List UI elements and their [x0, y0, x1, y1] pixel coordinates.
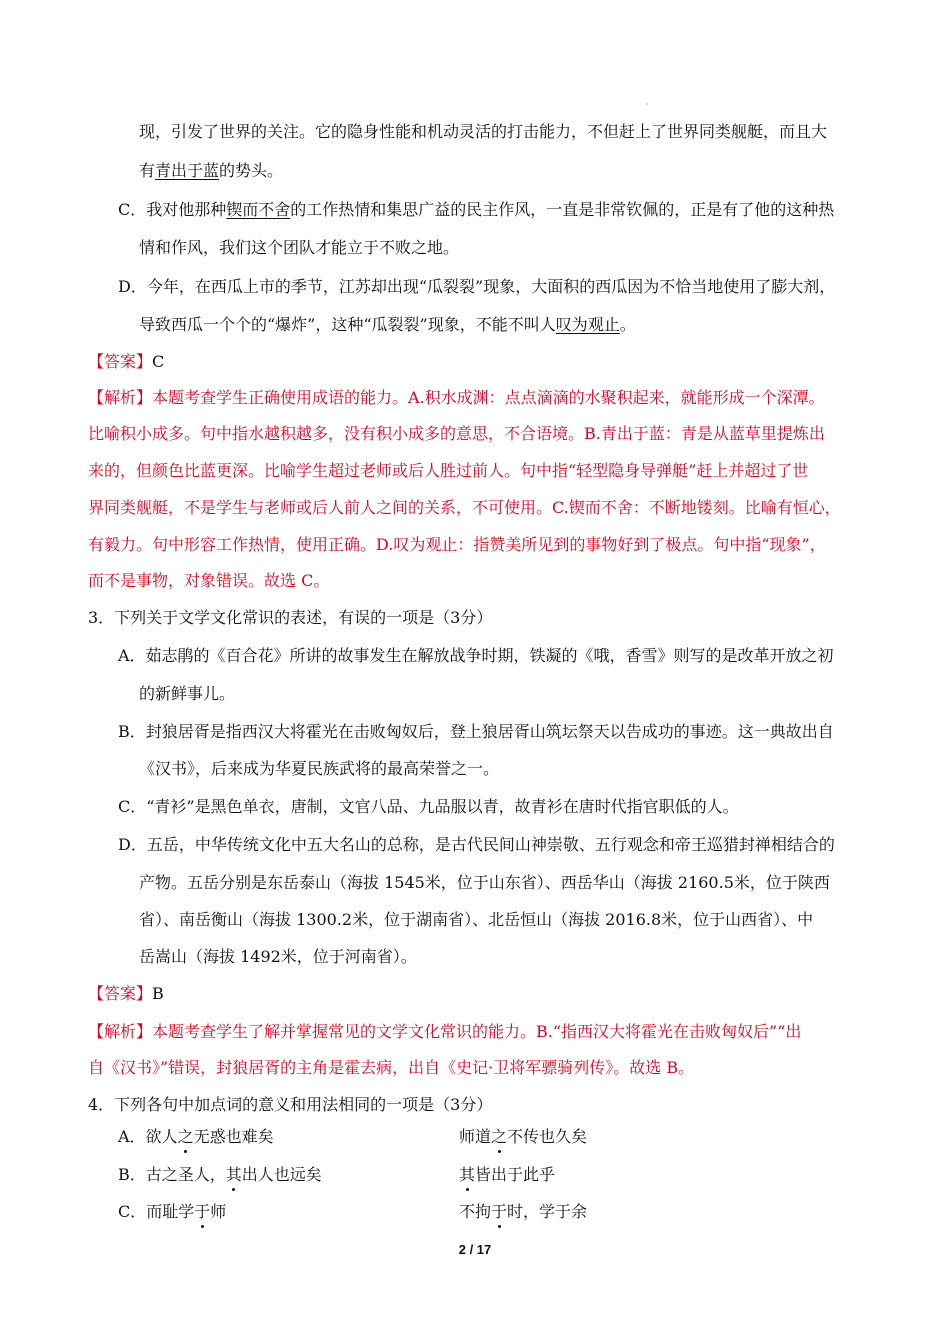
answer-label: 【答案】	[88, 984, 153, 1003]
answer-label: 【答案】	[88, 352, 153, 371]
q3-option-d-line-2: 产物。五岳分别是东岳泰山（海拔 1545米，位于山东省）、西岳华山（海拔 2160.5米，位于陕西	[139, 873, 830, 892]
answer-value: C	[152, 352, 165, 371]
q3-option-c: C．“青衫”是黑色单衣，唐制，文官八品、九品服以青，故青衫在唐时代指官职低的人。	[118, 797, 739, 816]
underlined-idiom: 叹为观止	[555, 315, 620, 334]
dotted-word: 于	[194, 1202, 211, 1221]
explanation-q2: 【解析】本题考查学生正确使用成语的能力。A.积水成渊：点点滴滴的水聚积起来，就能形成一个深潭。	[88, 388, 825, 407]
explanation-q2-line-2: 比喻积小成多。句中指水越积越多，没有积小成多的意思，不合语境。B.青出于蓝：青是从蓝草里提炼出	[88, 424, 825, 443]
underlined-idiom: 锲而不舍	[226, 200, 291, 219]
underlined-idiom: 青出于蓝	[155, 161, 220, 180]
q3-option-d: D．五岳，中华传统文化中五大名山的总称，是古代民间山神崇敬、五行观念和帝王巡猎封禅相结合的	[118, 835, 835, 854]
option-b-continuation-2: 有青出于蓝的势头。	[139, 161, 284, 180]
q4-option-b-left: B．古之圣人，其出人也远矣	[118, 1165, 322, 1184]
q3-option-d-line-3: 省）、南岳衡山（海拔 1300.2米，位于湖南省）、北岳恒山（海拔 2016.8米，位于山西省）、中	[139, 910, 814, 929]
scan-speck	[646, 103, 648, 105]
q3-option-a: A．茹志鹃的《百合花》所讲的故事发生在解放战争时期，铁凝的《哦，香雪》则写的是改革开放之初	[118, 646, 834, 665]
explanation-q2-line-3: 来的，但颜色比蓝更深。比喻学生超过老师或后人胜过前人。句中指“轻型隐身导弹艇”赶上并超过了世	[88, 461, 809, 480]
q4-option-c-left: C．而耻学于师	[118, 1202, 227, 1221]
q3-option-a-line-2: 的新鲜事儿。	[139, 684, 236, 703]
dotted-word: 其	[225, 1165, 242, 1184]
dotted-word: 于	[491, 1202, 508, 1221]
question-4-stem: 4．下列各句中加点词的意义和用法相同的一项是（3分）	[88, 1095, 493, 1114]
question-3-stem: 3．下列关于文学文化常识的表述，有误的一项是（3分）	[88, 608, 493, 627]
q3-option-b-line-2: 《汉书》，后来成为华夏民族武将的最高荣誉之一。	[139, 759, 500, 778]
q3-option-d-line-4: 岳嵩山（海拔 1492米，位于河南省）。	[139, 947, 417, 966]
explanation-q2-line-6: 而不是事物，对象错误。故选 C。	[88, 571, 330, 590]
option-d: D．今年，在西瓜上市的季节，江苏却出现“瓜裂裂”现象，大面积的西瓜因为不恰当地使用了膨大剂，	[118, 277, 836, 296]
explanation-q3-line-2: 自《汉书》”错误，封狼居胥的主角是霍去病，出自《史记·卫将军骠骑列传》。故选 B。	[88, 1058, 695, 1077]
answer-value: B	[152, 984, 164, 1003]
dotted-word: 之	[491, 1127, 508, 1146]
q4-option-b-right: 其皆出于此乎	[459, 1165, 556, 1184]
option-b-continuation: 现，引发了世界的关注。它的隐身性能和机动灵活的打击能力，不但赶上了世界同类舰艇，而且大	[139, 122, 828, 141]
explanation-q2-line-4: 界同类舰艇，不是学生与老师或后人前人之间的关系，不可使用。C.锲而不舍：不断地镂刻。比喻有恒心，	[88, 498, 841, 517]
answer-q2	[88, 351, 164, 373]
answer-q3	[88, 983, 164, 1005]
option-d-line-2: 导致西瓜一个个的“爆炸”，这种“瓜裂裂”现象，不能不叫人叹为观止。	[139, 315, 636, 334]
explanation-q2-line-5: 有毅力。句中形容工作热情，使用正确。D.叹为观止：指赞美所见到的事物好到了极点。句中指“现象”，	[88, 535, 826, 554]
explanation-q3: 【解析】本题考查学生了解并掌握常见的文学文化常识的能力。B.“指西汉大将霍光在击败匈奴后”“出	[88, 1022, 802, 1041]
q4-option-a-left: A．欲人之无惑也难矣	[118, 1127, 274, 1146]
dotted-word: 其	[459, 1165, 476, 1184]
page-number: 2 / 17	[458, 1242, 492, 1257]
dotted-word: 之	[177, 1127, 194, 1146]
q4-option-a-right: 师道之不传也久矣	[459, 1127, 588, 1146]
q4-option-c-right: 不拘于时，学于余	[459, 1202, 588, 1221]
option-c: C．我对他那种锲而不舍的工作热情和集思广益的民主作风，一直是非常钦佩的，正是有了他的这种热	[118, 200, 835, 219]
q3-option-b: B．封狼居胥是指西汉大将霍光在击败匈奴后，登上狼居胥山筑坛祭天以告成功的事迹。这一典故出自	[118, 722, 834, 741]
option-c-line-2: 情和作风，我们这个团队才能立于不败之地。	[139, 238, 460, 257]
